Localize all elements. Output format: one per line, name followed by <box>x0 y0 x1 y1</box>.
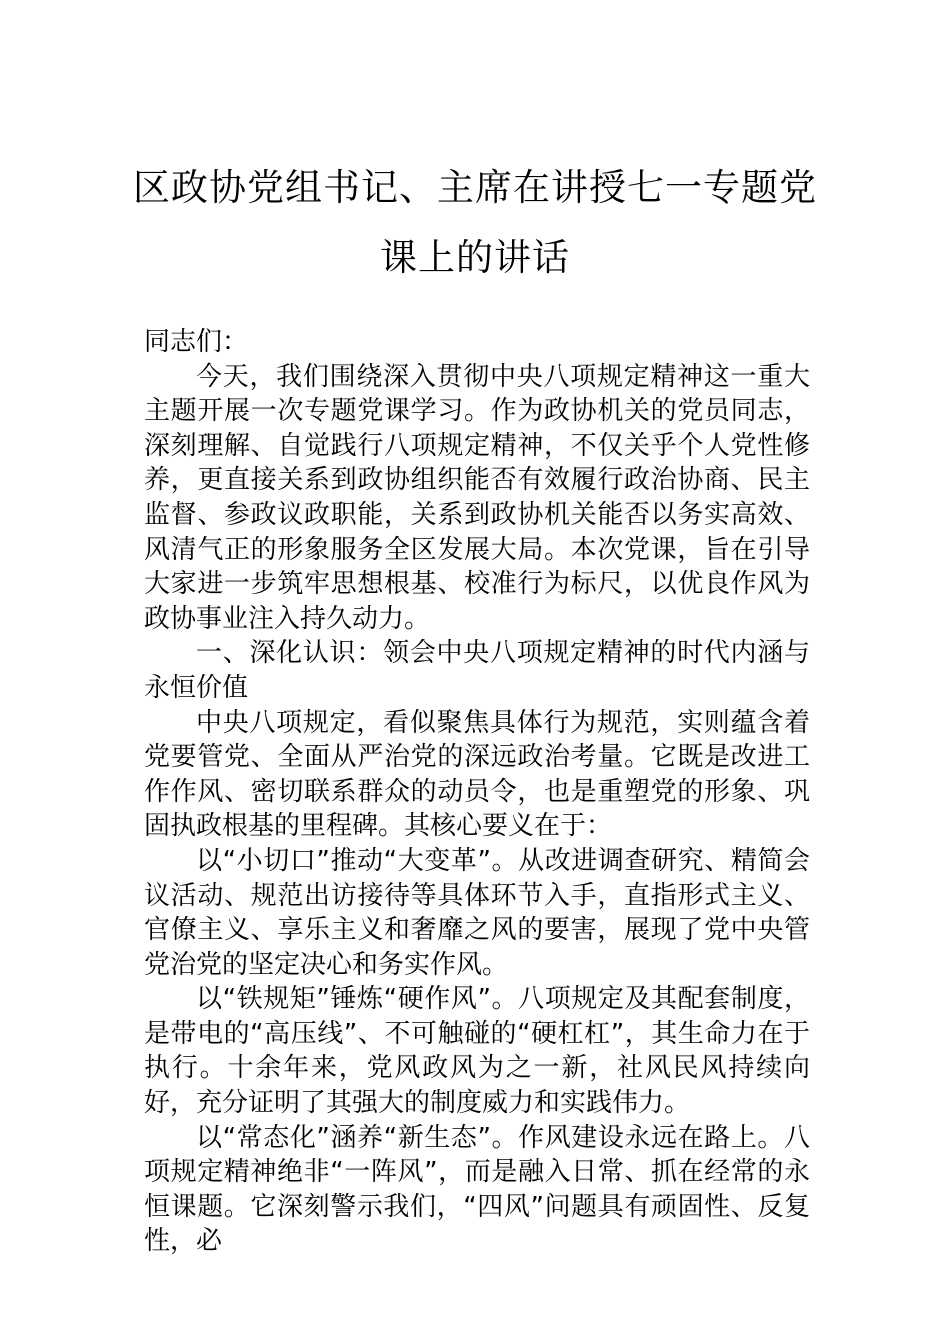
document-body <box>144 325 810 1259</box>
paragraph: 中央八项规定，看似聚焦具体行为规范，实则蕴含着党要管党、全面从严治党的深远政治考量。它既是改进工作作风、密切联系群众的动员令，也是重塑党的形象、巩固执政根基的里程碑。其核心要义在于： <box>144 707 810 842</box>
paragraph: 以“常态化”涵养“新生态”。作风建设永远在路上。八项规定精神绝非“一阵风”，而是融入日常、抓在经常的永恒课题。它深刻警示我们，“四风”问题具有顽固性、反复性，必 <box>144 1122 810 1257</box>
salutation: 同志们： <box>144 327 249 357</box>
section-heading-1: 一、深化认识：领会中央八项规定精神的时代内涵与永恒价值 <box>144 638 810 703</box>
paragraph-intro: 今天，我们围绕深入贯彻中央八项规定精神这一重大主题开展一次专题党课学习。作为政协机关的党员同志，深刻理解、自觉践行八项规定精神，不仅关乎个人党性修养，更直接关系到政协组织能否有效履行政治协商、民主监督、参政议政职能，关系到政协机关能否以务实高效、风清气正的形象服务全区发展大局。本次党课，旨在引导大家进一步筑牢思想根基、校准行为标尺，以优良作风为政协事业注入持久动力。 <box>144 361 810 634</box>
document-title-line1: 区政协党组书记、主席在讲授七一专题党 <box>133 166 817 209</box>
paragraph: 以“小切口”推动“大变革”。从改进调查研究、精简会议活动、规范出访接待等具体环节入手，直指形式主义、官僚主义、享乐主义和奢靡之风的要害，展现了党中央管党治党的坚定决心和务实作风。 <box>144 845 810 980</box>
document-title-line2: 课上的讲话 <box>380 236 570 279</box>
paragraph: 以“铁规矩”锤炼“硬作风”。八项规定及其配套制度，是带电的“高压线”、不可触碰的“硬杠杠”，其生命力在于执行。十余年来，党风政风为之一新，社风民风持续向好，充分证明了其强大的制度威力和实践伟力。 <box>144 984 810 1119</box>
